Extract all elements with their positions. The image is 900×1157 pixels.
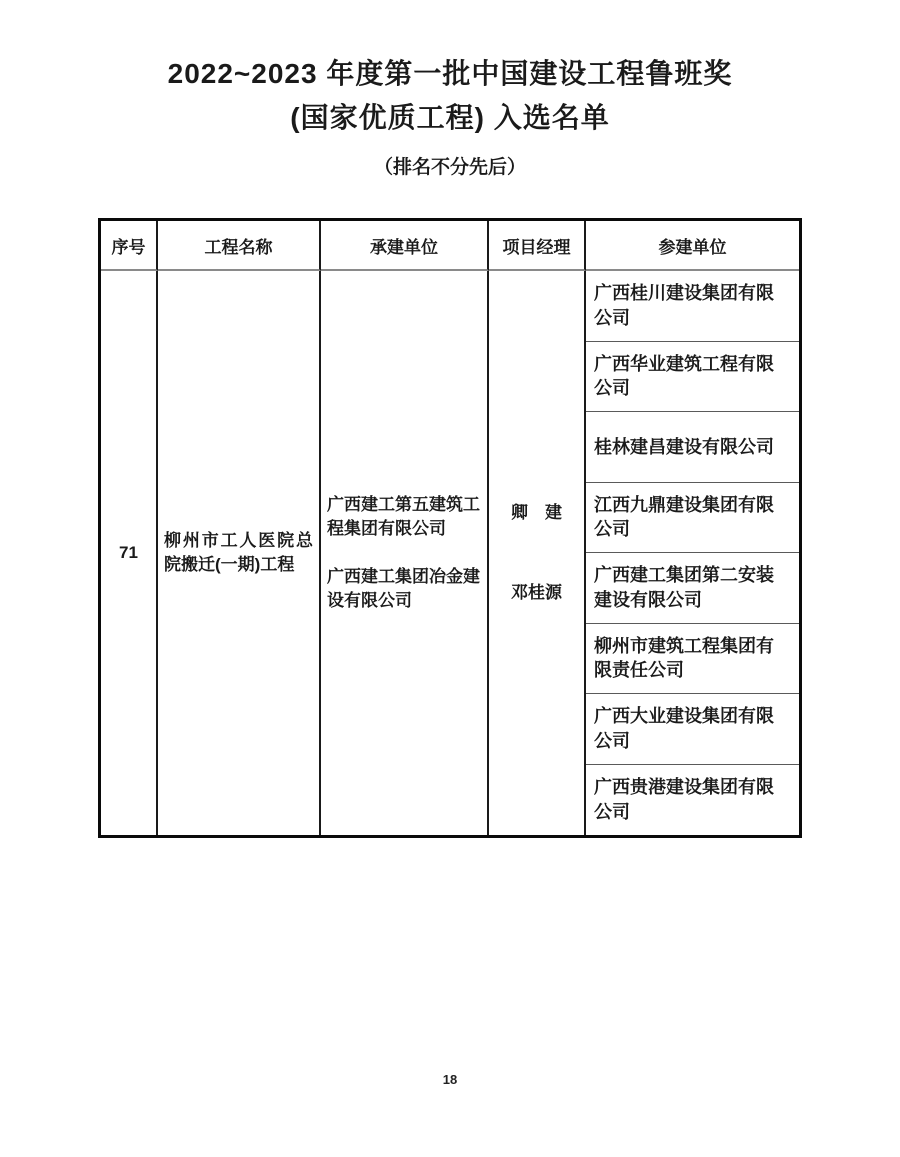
page-number: 18: [442, 1072, 458, 1087]
manager-name: 卿 建: [511, 503, 562, 523]
contractor-name: 广西建工第五建筑工程集团有限公司: [327, 495, 480, 539]
participant-company: 广西华业建筑工程有限公司: [586, 342, 799, 413]
participant-company: 柳州市建筑工程集团有限责任公司: [586, 624, 799, 695]
serial-number: 71: [119, 543, 138, 563]
header-cell-project-name: 工程名称: [158, 221, 321, 271]
header-cell-project-manager: 项目经理: [489, 221, 586, 271]
header-cell-serial: 序号: [101, 221, 158, 271]
participant-company: 广西贵港建设集团有限公司: [594, 777, 774, 822]
participant-company: 广西大业建设集团有限公司: [586, 694, 799, 765]
participant-company: 广西桂川建设集团有限公司: [586, 271, 799, 342]
manager-name: 邓桂源: [511, 583, 562, 602]
participant-company: 广西建工集团第二安装建设有限公司: [586, 553, 799, 624]
header-cell-contractor: 承建单位: [321, 221, 489, 271]
header-cell-participants: 参建单位: [586, 221, 799, 271]
cell-serial-number: [101, 271, 158, 835]
award-table: [98, 218, 802, 838]
page-subtitle: （排名不分先后）: [373, 157, 526, 178]
cell-project-managers: [489, 271, 586, 835]
page-title-line2: (国家优质工程) 入选名单: [290, 102, 610, 133]
contractor-name: 广西建工集团冶金建设有限公司: [327, 567, 480, 610]
participant-company: 江西九鼎建设集团有限公司: [586, 483, 799, 554]
page-title-line1: 2022~2023 年度第一批中国建设工程鲁班奖: [167, 58, 733, 89]
cell-project-name: [158, 271, 321, 835]
document-header: [0, 52, 900, 179]
participant-company: 桂林建昌建设有限公司: [586, 412, 799, 483]
cell-contractors: [321, 271, 489, 835]
project-name: 柳州市工人医院总院搬迁(一期)工程: [164, 531, 313, 574]
cell-participants: [586, 271, 799, 835]
